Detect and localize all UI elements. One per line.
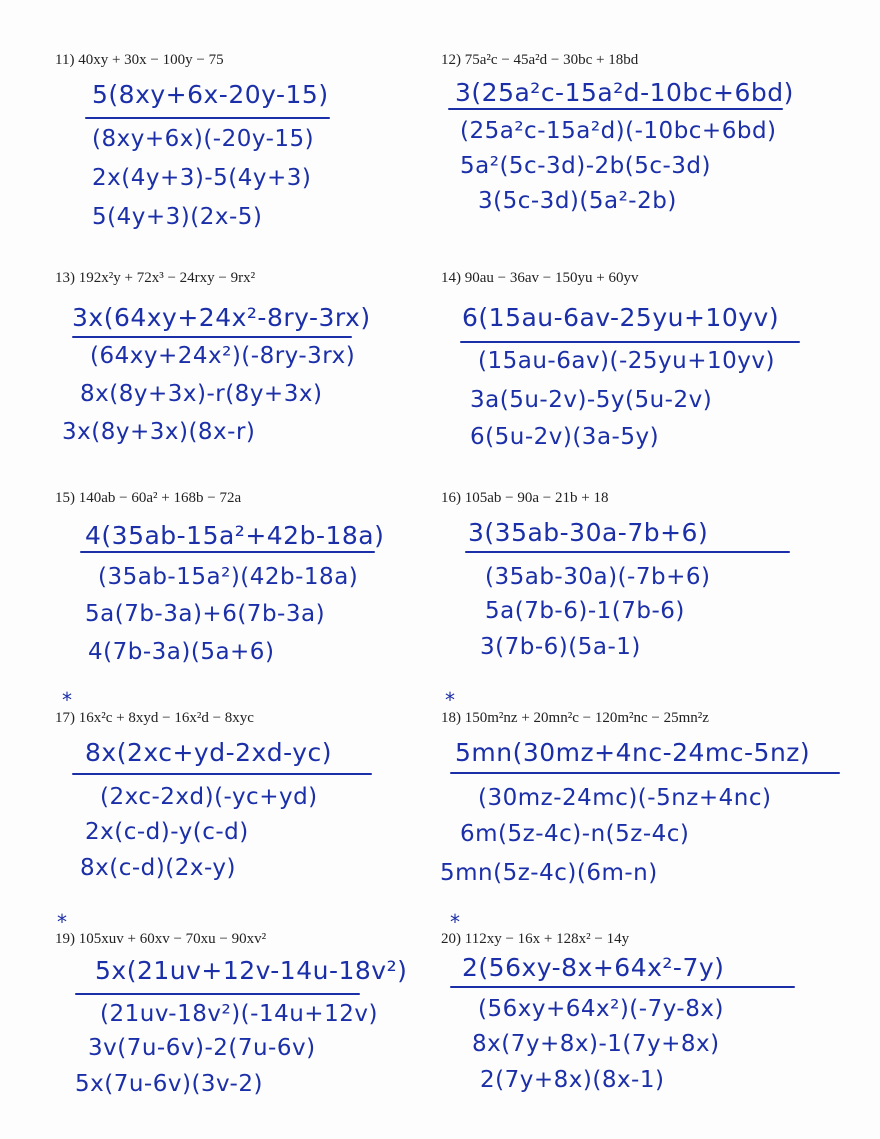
problem-18-prompt <box>441 710 709 727</box>
step-factor-groups: 8x(8y+3x)-r(8y+3x) <box>80 381 323 407</box>
divider-line <box>450 986 795 988</box>
divider-line <box>75 993 360 995</box>
problem-number: 18) <box>441 710 461 726</box>
problem-expression: 140ab − 60a² + 168b − 72a <box>78 490 242 506</box>
step-gcf: 5x(21uv+12v-14u-18v²) <box>95 956 408 985</box>
problem-expression: 90au − 36av − 150yu + 60yv <box>464 270 639 286</box>
step-grouping: (64xy+24x²)(-8ry-3rx) <box>90 343 356 369</box>
problem-15-prompt <box>55 490 241 507</box>
problem-number: 15) <box>55 490 75 506</box>
divider-line <box>85 117 330 119</box>
step-factor-groups: 3a(5u-2v)-5y(5u-2v) <box>470 387 713 413</box>
step-gcf: 3(25a²c-15a²d-10bc+6bd) <box>455 78 794 107</box>
star-mark: * <box>62 688 72 712</box>
step-final-answer: 5mn(5z-4c)(6m-n) <box>440 860 658 886</box>
problem-expression: 192x²y + 72x³ − 24rxy − 9rx² <box>78 270 256 286</box>
divider-line <box>72 336 352 338</box>
step-gcf: 4(35ab-15a²+42b-18a) <box>85 521 385 550</box>
step-grouping: (35ab-15a²)(42b-18a) <box>98 564 359 590</box>
step-final-answer: 3(7b-6)(5a-1) <box>480 634 641 660</box>
problem-expression: 150m²nz + 20mn²c − 120m²nc − 25mn²z <box>464 710 709 726</box>
step-final-answer: 5x(7u-6v)(3v-2) <box>75 1071 263 1097</box>
step-factor-groups: 6m(5z-4c)-n(5z-4c) <box>460 821 690 847</box>
problem-12-prompt <box>441 52 638 69</box>
problem-expression: 105ab − 90a − 21b + 18 <box>464 490 609 506</box>
problem-expression: 16x²c + 8xyd − 16x²d − 8xyc <box>78 710 254 726</box>
problem-number: 17) <box>55 710 75 726</box>
step-factor-groups: 2x(c-d)-y(c-d) <box>85 819 249 845</box>
problem-number: 19) <box>55 931 75 947</box>
step-grouping: (30mz-24mc)(-5nz+4nc) <box>478 785 772 811</box>
divider-line <box>72 773 372 775</box>
step-final-answer: 8x(c-d)(2x-y) <box>80 855 236 881</box>
step-grouping: (21uv-18v²)(-14u+12v) <box>100 1001 378 1027</box>
step-grouping: (8xy+6x)(-20y-15) <box>92 126 315 152</box>
step-factor-groups: 8x(7y+8x)-1(7y+8x) <box>472 1031 720 1057</box>
step-grouping: (25a²c-15a²d)(-10bc+6bd) <box>460 118 777 144</box>
step-factor-groups: 5a(7b-6)-1(7b-6) <box>485 598 685 624</box>
step-gcf: 3x(64xy+24x²-8ry-3rx) <box>72 303 371 332</box>
step-factor-groups: 5a(7b-3a)+6(7b-3a) <box>85 601 326 627</box>
step-final-answer: 6(5u-2v)(3a-5y) <box>470 424 660 450</box>
problem-13-prompt <box>55 270 255 287</box>
problem-number: 20) <box>441 931 461 947</box>
divider-line <box>460 341 800 343</box>
problem-16-prompt <box>441 490 608 507</box>
problem-number: 11) <box>55 52 75 68</box>
step-factor-groups: 5a²(5c-3d)-2b(5c-3d) <box>460 153 711 179</box>
step-gcf: 6(15au-6av-25yu+10yv) <box>462 303 780 332</box>
problem-number: 14) <box>441 270 461 286</box>
divider-line <box>450 772 840 774</box>
step-gcf: 8x(2xc+yd-2xd-yc) <box>85 738 333 767</box>
step-gcf: 5mn(30mz+4nc-24mc-5nz) <box>455 738 811 767</box>
problem-19-prompt <box>55 931 266 948</box>
step-final-answer: 2(7y+8x)(8x-1) <box>480 1067 665 1093</box>
step-final-answer: 4(7b-3a)(5a+6) <box>88 639 275 665</box>
problem-number: 16) <box>441 490 461 506</box>
problem-expression: 40xy + 30x − 100y − 75 <box>78 52 224 68</box>
step-gcf: 3(35ab-30a-7b+6) <box>468 518 709 547</box>
problem-expression: 105xuv + 60xv − 70xu − 90xv² <box>78 931 267 947</box>
problem-expression: 112xy − 16x + 128x² − 14y <box>464 931 630 947</box>
step-factor-groups: 2x(4y+3)-5(4y+3) <box>92 165 312 191</box>
problem-number: 12) <box>441 52 461 68</box>
divider-line <box>448 108 783 110</box>
step-grouping: (15au-6av)(-25yu+10yv) <box>478 348 775 374</box>
problem-17-prompt <box>55 710 254 727</box>
step-final-answer: 5(4y+3)(2x-5) <box>92 204 263 230</box>
divider-line <box>80 551 375 553</box>
problem-11-prompt <box>55 52 224 69</box>
step-grouping: (56xy+64x²)(-7y-8x) <box>478 996 724 1022</box>
step-final-answer: 3(5c-3d)(5a²-2b) <box>478 188 677 214</box>
problem-14-prompt <box>441 270 638 287</box>
star-mark: * <box>445 688 455 712</box>
problem-number: 13) <box>55 270 75 286</box>
divider-line <box>465 551 790 553</box>
step-grouping: (2xc-2xd)(-yc+yd) <box>100 784 318 810</box>
step-final-answer: 3x(8y+3x)(8x-r) <box>62 419 256 445</box>
step-grouping: (35ab-30a)(-7b+6) <box>485 564 711 590</box>
step-gcf: 2(56xy-8x+64x²-7y) <box>462 953 725 982</box>
step-factor-groups: 3v(7u-6v)-2(7u-6v) <box>88 1035 316 1061</box>
problem-expression: 75a²c − 45a²d − 30bc + 18bd <box>464 52 639 68</box>
star-mark: * <box>450 910 460 934</box>
star-mark: * <box>57 910 67 934</box>
step-gcf: 5(8xy+6x-20y-15) <box>92 80 329 109</box>
problem-20-prompt <box>441 931 629 948</box>
